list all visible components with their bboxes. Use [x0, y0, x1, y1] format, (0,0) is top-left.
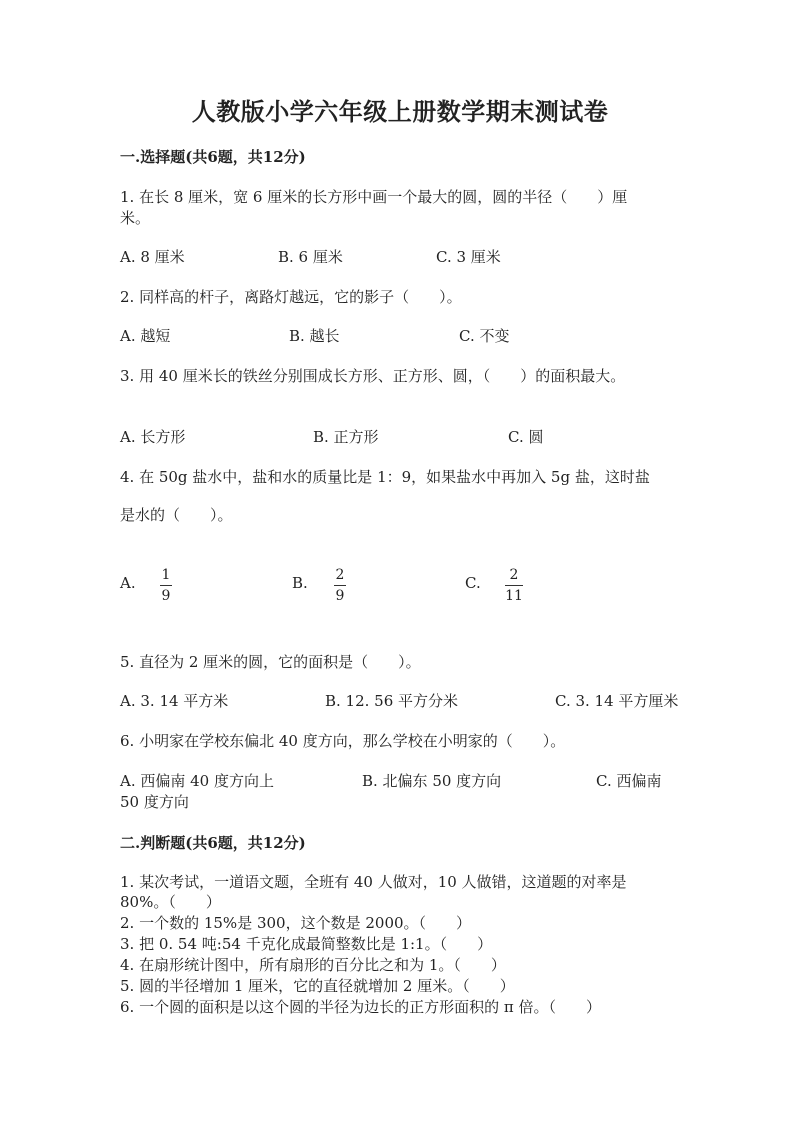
question-5-option-a: A. 3. 14 平方米 — [120, 692, 229, 710]
question-4-option-b-label: B. — [292, 574, 308, 592]
question-6-text: 6. 小明家在学校东偏北 40 度方向，那么学校在小明家的（ ）。 — [120, 732, 566, 750]
question-6-option-a: A. 西偏南 40 度方向上 — [120, 772, 274, 790]
question-1-option-b: B. 6 厘米 — [278, 248, 343, 266]
fraction-numerator: 2 — [509, 567, 519, 583]
judgement-1-text-cont: 80%。（ ） — [120, 893, 221, 911]
judgement-4-text: 4. 在扇形统计图中，所有扇形的百分比之和为 1。（ ） — [120, 956, 506, 974]
question-4-option-c-label: C. — [465, 574, 481, 592]
question-2-text: 2. 同样高的杆子，离路灯越远，它的影子（ ）。 — [120, 288, 462, 306]
fraction-denominator: 9 — [335, 588, 345, 604]
question-1-text-cont: 米。 — [120, 209, 151, 227]
fraction-bar — [505, 585, 523, 586]
question-5-text: 5. 直径为 2 厘米的圆，它的面积是（ ）。 — [120, 653, 421, 671]
question-4-option-a-fraction — [160, 568, 172, 603]
question-2-option-b: B. 越长 — [289, 327, 340, 345]
judgement-3-text: 3. 把 0. 54 吨:54 千克化成最简整数比是 1:1。（ ） — [120, 935, 493, 953]
question-3-option-c: C. 圆 — [508, 428, 544, 446]
page-title: 人教版小学六年级上册数学期末测试卷 — [191, 97, 609, 126]
question-1-text: 1. 在长 8 厘米，宽 6 厘米的长方形中画一个最大的圆，圆的半径（ ）厘 — [120, 188, 628, 206]
question-6-option-c: C. 西偏南 — [596, 772, 662, 790]
question-5-option-b: B. 12. 56 平方分米 — [325, 692, 459, 710]
question-4-option-c-fraction — [505, 568, 523, 603]
question-3-option-b: B. 正方形 — [313, 428, 379, 446]
question-1-option-c: C. 3 厘米 — [436, 248, 501, 266]
fraction-bar — [160, 585, 172, 586]
fraction-numerator: 2 — [335, 567, 345, 583]
question-4-text-cont: 是水的（ ）。 — [120, 506, 233, 524]
judgement-1-text: 1. 某次考试，一道语文题，全班有 40 人做对，10 人做错，这道题的对率是 — [120, 873, 627, 891]
fraction-denominator: 11 — [505, 588, 523, 604]
fraction-bar — [334, 585, 346, 586]
judgement-2-text: 2. 一个数的 15%是 300，这个数是 2000。（ ） — [120, 914, 472, 932]
question-6-option-c-cont: 50 度方向 — [120, 793, 189, 811]
question-4-option-a-label: A. — [120, 574, 136, 592]
section-heading-choice: 一.选择题(共6题，共12分) — [120, 148, 306, 166]
question-4-text: 4. 在 50g 盐水中，盐和水的质量比是 1：9，如果盐水中再加入 5g 盐，这时盐 — [120, 468, 650, 486]
fraction-numerator: 1 — [161, 567, 171, 583]
question-5-option-c: C. 3. 14 平方厘米 — [555, 692, 679, 710]
section-heading-judgement: 二.判断题(共6题，共12分) — [120, 834, 306, 852]
judgement-5-text: 5. 圆的半径增加 1 厘米，它的直径就增加 2 厘米。（ ） — [120, 977, 515, 995]
question-6-option-b: B. 北偏东 50 度方向 — [362, 772, 502, 790]
question-4-option-b-fraction — [334, 568, 346, 603]
fraction-denominator: 9 — [161, 588, 171, 604]
question-2-option-c: C. 不变 — [459, 327, 510, 345]
question-3-option-a: A. 长方形 — [120, 428, 186, 446]
judgement-6-text: 6. 一个圆的面积是以这个圆的半径为边长的正方形面积的 π 倍。（ ） — [120, 998, 601, 1016]
question-3-text: 3. 用 40 厘米长的铁丝分别围成长方形、正方形、圆，（ ）的面积最大。 — [120, 367, 626, 385]
question-1-option-a: A. 8 厘米 — [120, 248, 185, 266]
question-2-option-a: A. 越短 — [120, 327, 171, 345]
